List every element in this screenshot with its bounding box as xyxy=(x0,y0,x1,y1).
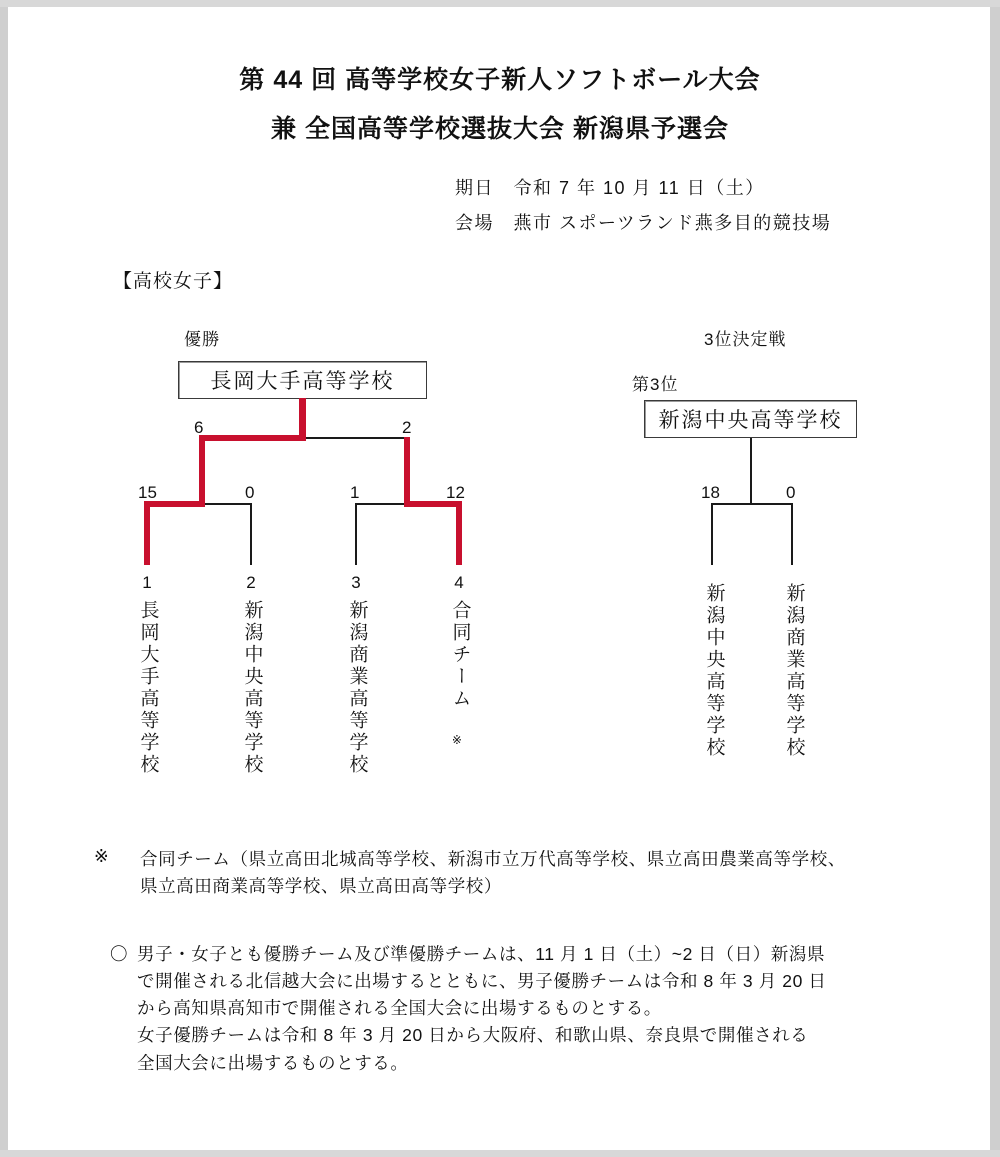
semifinal-1-right-score: 0 xyxy=(245,483,255,502)
qualification-note-line-1: 男子・女子とも優勝チーム及び準優勝チームは、11 月 1 日（土）~2 日（日）新潟県 xyxy=(137,944,826,964)
joint-team-note-line-1: 合同チーム（県立高田北城高等学校、新潟市立万代高等学校、県立高田農業高等学校、 xyxy=(140,849,846,869)
seed-number-3: 3 xyxy=(351,573,361,592)
joint-team-note-line-2: 県立高田商業高等学校、県立高田高等学校） xyxy=(140,876,502,897)
document-title-line-1: 第 44 回 高等学校女子新人ソフトボール大会 xyxy=(239,66,761,94)
third-place-team-name-2: 新潟商業高等学校 xyxy=(783,583,805,759)
team-name-1: 長岡大手高等学校 xyxy=(137,600,159,776)
champion-label: 優勝 xyxy=(184,330,220,349)
page-edge-top xyxy=(0,0,1000,7)
document-title-line-2: 兼 全国高等学校選抜大会 新潟県予選会 xyxy=(271,115,729,143)
team-4-joint-marker: ※ xyxy=(449,733,464,750)
team-name-4: 合同チーム xyxy=(449,600,471,710)
semifinal-2-left-score: 1 xyxy=(350,483,360,502)
team-name-2: 新潟中央高等学校 xyxy=(241,600,263,776)
final-winner-stem xyxy=(299,398,306,440)
semifinal-1-bar-black xyxy=(205,503,252,505)
third-place-winner-box: 新潟中央高等学校 xyxy=(644,400,857,438)
champion-box: 長岡大手高等学校 xyxy=(178,361,427,399)
final-bar-right-black xyxy=(306,437,410,439)
third-place-rank-label: 第3位 xyxy=(632,375,679,394)
event-date: 期日 令和 7 年 10 月 11 日（土） xyxy=(455,178,765,198)
third-place-right-score: 0 xyxy=(786,483,796,502)
seed-number-1: 1 xyxy=(142,573,152,592)
semifinal-2-bar-black xyxy=(355,503,407,505)
category-heading: 【高校女子】 xyxy=(113,271,234,292)
third-place-team-name-1: 新潟中央高等学校 xyxy=(703,583,725,759)
team-name-3: 新潟商業高等学校 xyxy=(346,600,368,776)
page-edge-right xyxy=(990,0,1000,1157)
qualification-note-line-3: から高知県高知市で開催される全国大会に出場するものとする。 xyxy=(137,998,662,1019)
joint-team-note-marker: ※ xyxy=(94,846,109,866)
semifinal-1-right-leg xyxy=(250,503,252,565)
qualification-note xyxy=(137,941,957,1077)
third-place-bar xyxy=(711,503,793,505)
qualification-note-line-4: 女子優勝チームは令和 8 年 3 月 20 日から大阪府、和歌山県、奈良県で開催される xyxy=(137,1025,809,1046)
qualification-note-marker: 〇 xyxy=(110,944,128,964)
event-venue: 会場 燕市 スポーツランド燕多目的競技場 xyxy=(455,213,832,233)
third-place-match-label: 3位決定戦 xyxy=(704,330,787,349)
semifinal-2-right-leg xyxy=(456,501,462,565)
semifinal-2-right-score: 12 xyxy=(446,483,465,502)
semifinal-2-left-leg xyxy=(355,503,357,565)
final-right-score: 2 xyxy=(402,418,412,437)
joint-team-note xyxy=(140,846,960,900)
third-place-stem xyxy=(750,438,752,504)
third-place-left-leg xyxy=(711,503,713,565)
final-left-leg xyxy=(199,435,205,507)
third-place-left-score: 18 xyxy=(701,483,720,502)
page-edge-bottom xyxy=(0,1150,1000,1157)
seed-number-4: 4 xyxy=(454,573,464,592)
qualification-note-line-2: で開催される北信越大会に出場するとともに、男子優勝チームは令和 8 年 3 月 20 日 xyxy=(137,971,827,992)
third-place-right-leg xyxy=(791,503,793,565)
final-bar-left-red xyxy=(199,435,306,441)
semifinal-1-left-leg xyxy=(144,501,150,565)
final-left-score: 6 xyxy=(194,418,204,437)
page-edge-left xyxy=(0,0,8,1157)
semifinal-1-left-score: 15 xyxy=(138,483,157,502)
final-right-leg xyxy=(404,437,410,507)
seed-number-2: 2 xyxy=(246,573,256,592)
qualification-note-line-5: 全国大会に出場するものとする。 xyxy=(137,1052,409,1073)
